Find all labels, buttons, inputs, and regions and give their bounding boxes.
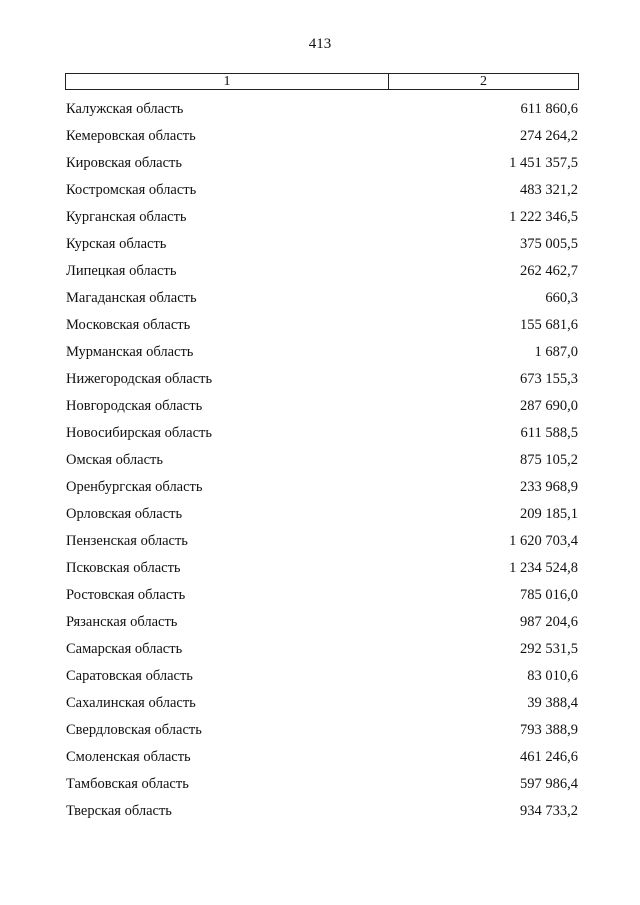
table-row — [66, 717, 578, 744]
region-value: 785 016,0 — [520, 587, 578, 603]
region-name: Тверская область — [66, 803, 172, 819]
table-row — [66, 582, 578, 609]
region-value: 39 388,4 — [527, 695, 578, 711]
region-name: Ростовская область — [66, 587, 186, 603]
region-value: 483 321,2 — [520, 182, 578, 198]
region-name: Рязанская область — [66, 614, 178, 630]
table-row — [66, 555, 578, 582]
table-row — [66, 123, 578, 150]
region-name: Мурманская область — [66, 344, 194, 360]
table-row — [66, 528, 578, 555]
region-name: Московская область — [66, 317, 191, 333]
region-value: 287 690,0 — [520, 398, 578, 414]
region-name: Омская область — [66, 452, 163, 468]
region-name: Магаданская область — [66, 290, 197, 306]
region-value: 934 733,2 — [520, 803, 578, 819]
region-value: 611 860,6 — [520, 101, 578, 117]
region-value: 292 531,5 — [520, 641, 578, 657]
table-row — [66, 258, 578, 285]
table-row — [66, 771, 578, 798]
region-name: Пензенская область — [66, 533, 188, 549]
region-value: 375 005,5 — [520, 236, 578, 252]
region-value: 793 388,9 — [520, 722, 578, 738]
table-row — [66, 366, 578, 393]
table-row — [66, 798, 578, 825]
region-value: 875 105,2 — [520, 452, 578, 468]
table-header — [65, 73, 579, 90]
page-number: 413 — [308, 36, 332, 52]
region-name: Новгородская область — [66, 398, 203, 414]
table-row — [66, 231, 578, 258]
table-row — [66, 744, 578, 771]
region-value: 1 620 703,4 — [509, 533, 578, 549]
region-name: Самарская область — [66, 641, 183, 657]
table-row — [66, 312, 578, 339]
region-name: Новосибирская область — [66, 425, 212, 441]
region-name: Кемеровская область — [66, 128, 196, 144]
region-value: 673 155,3 — [520, 371, 578, 387]
region-name: Оренбургская область — [66, 479, 203, 495]
region-name: Смоленская область — [66, 749, 191, 765]
table-row — [66, 204, 578, 231]
region-name: Саратовская область — [66, 668, 193, 684]
table-row — [66, 501, 578, 528]
table-row — [66, 285, 578, 312]
region-name: Курская область — [66, 236, 167, 252]
region-name: Орловская область — [66, 506, 183, 522]
table-row — [66, 177, 578, 204]
region-value: 1 687,0 — [534, 344, 578, 360]
region-value: 233 968,9 — [520, 479, 578, 495]
region-value: 611 588,5 — [520, 425, 578, 441]
region-value: 987 204,6 — [520, 614, 578, 630]
table-row — [66, 690, 578, 717]
region-value: 262 462,7 — [520, 263, 578, 279]
region-name: Свердловская область — [66, 722, 202, 738]
table-row — [66, 339, 578, 366]
table-row — [66, 663, 578, 690]
region-name: Нижегородская область — [66, 371, 213, 387]
table-body — [66, 96, 578, 825]
region-name: Калужская область — [66, 101, 184, 117]
region-value: 83 010,6 — [527, 668, 578, 684]
table-row — [66, 447, 578, 474]
table-row — [66, 420, 578, 447]
region-name: Сахалинская область — [66, 695, 196, 711]
region-value: 274 264,2 — [520, 128, 578, 144]
region-value: 660,3 — [545, 290, 578, 306]
region-name: Псковская область — [66, 560, 181, 576]
table-row — [66, 393, 578, 420]
region-name: Липецкая область — [66, 263, 177, 279]
region-name: Курганская область — [66, 209, 187, 225]
region-name: Тамбовская область — [66, 776, 189, 792]
table-row — [66, 609, 578, 636]
table-row — [66, 636, 578, 663]
region-name: Костромская область — [66, 182, 197, 198]
region-value: 1 222 346,5 — [509, 209, 578, 225]
header-column-2: 2 — [480, 73, 487, 89]
table-row — [66, 96, 578, 123]
region-value: 461 246,6 — [520, 749, 578, 765]
region-value: 155 681,6 — [520, 317, 578, 333]
region-value: 209 185,1 — [520, 506, 578, 522]
table-row — [66, 150, 578, 177]
region-value: 597 986,4 — [520, 776, 578, 792]
header-column-1: 1 — [66, 74, 389, 89]
region-value: 1 451 357,5 — [509, 155, 578, 171]
table-row — [66, 474, 578, 501]
region-name: Кировская область — [66, 155, 183, 171]
region-value: 1 234 524,8 — [509, 560, 578, 576]
